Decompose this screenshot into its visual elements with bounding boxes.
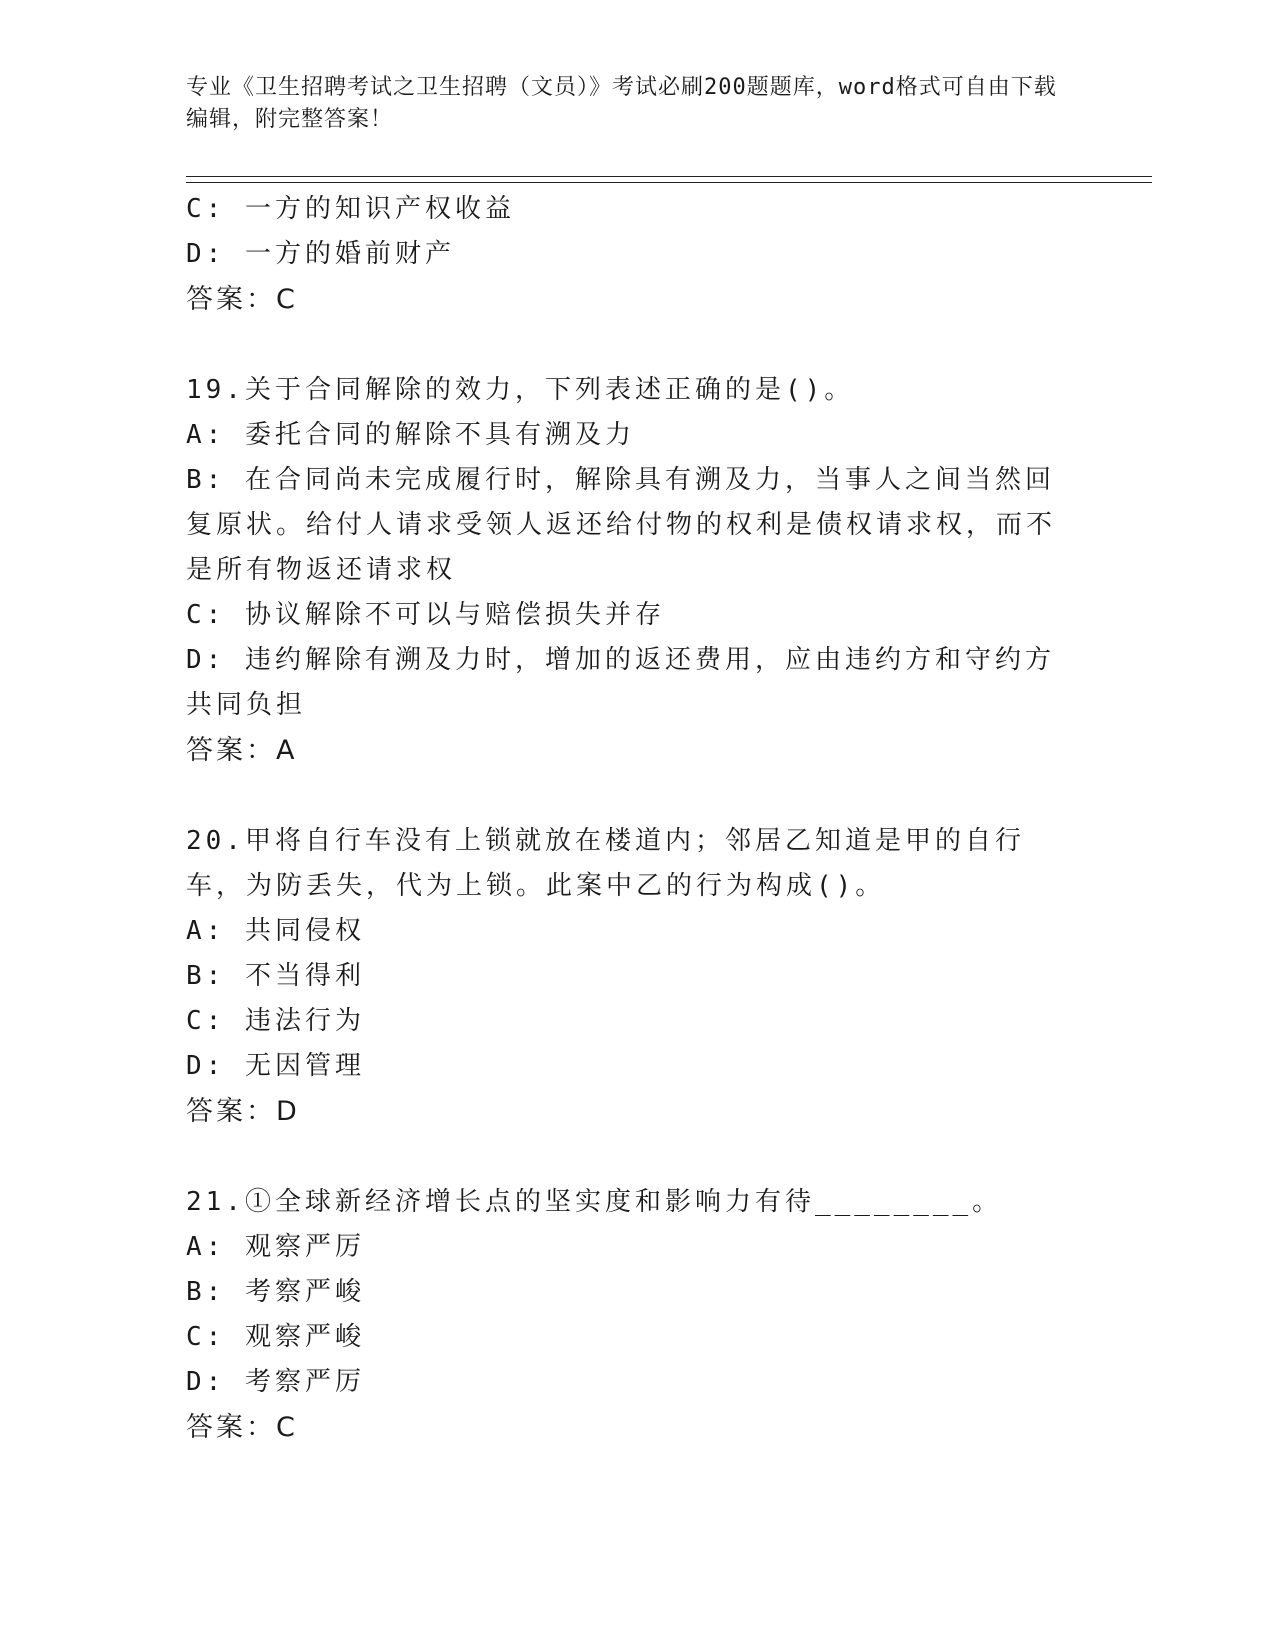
option-d: D: 一方的婚前财产 <box>186 239 455 269</box>
option-c: C: 违法行为 <box>186 1006 365 1036</box>
question-stem: 21.①全球新经济增长点的坚实度和影响力有待________。 <box>186 1187 1003 1217</box>
option-c: C: 协议解除不可以与赔偿损失并存 <box>186 600 665 630</box>
answer-line: 答案：D <box>186 1096 300 1127</box>
option-a: A: 观察严厉 <box>186 1232 365 1262</box>
document-header-title: 专业《卫生招聘考试之卫生招聘（文员）》考试必刷200题题库，word格式可自由下载编辑，附完整答案！ <box>186 75 1057 132</box>
question-20 <box>186 819 1086 1134</box>
option-c: C: 一方的知识产权收益 <box>186 194 515 224</box>
header-divider-top <box>186 176 1152 177</box>
question-21 <box>186 1180 1086 1450</box>
option-c: C: 观察严峻 <box>186 1322 365 1352</box>
answer-line: 答案：A <box>186 735 298 766</box>
option-a: A: 共同侵权 <box>186 916 365 946</box>
option-b: B: 考察严峻 <box>186 1277 365 1307</box>
option-a: A: 委托合同的解除不具有溯及力 <box>186 420 635 450</box>
option-b: B: 不当得利 <box>186 961 365 991</box>
answer-line: 答案：C <box>186 284 298 315</box>
question-content <box>186 187 1086 1450</box>
question-stem: 19.关于合同解除的效力，下列表述正确的是()。 <box>186 375 855 405</box>
spacer <box>186 1134 1086 1180</box>
question-stem: 20.甲将自行车没有上锁就放在楼道内；邻居乙知道是甲的自行车，为防丢失，代为上锁。此案中乙的行为构成()。 <box>186 826 1025 901</box>
question-18-continued <box>186 187 1086 322</box>
spacer <box>186 322 1086 368</box>
spacer <box>186 773 1086 819</box>
header-divider-bottom <box>186 182 1152 183</box>
option-d: D: 考察严厉 <box>186 1367 365 1397</box>
option-b: B: 在合同尚未完成履行时，解除具有溯及力，当事人之间当然回复原状。给付人请求受领人返还给付物的权利是债权请求权，而不是所有物返还请求权 <box>186 465 1057 585</box>
answer-line: 答案：C <box>186 1412 298 1443</box>
question-19 <box>186 368 1086 773</box>
option-d: D: 违约解除有溯及力时，增加的返还费用，应由违约方和守约方共同负担 <box>186 645 1055 720</box>
option-d: D: 无因管理 <box>186 1051 365 1081</box>
